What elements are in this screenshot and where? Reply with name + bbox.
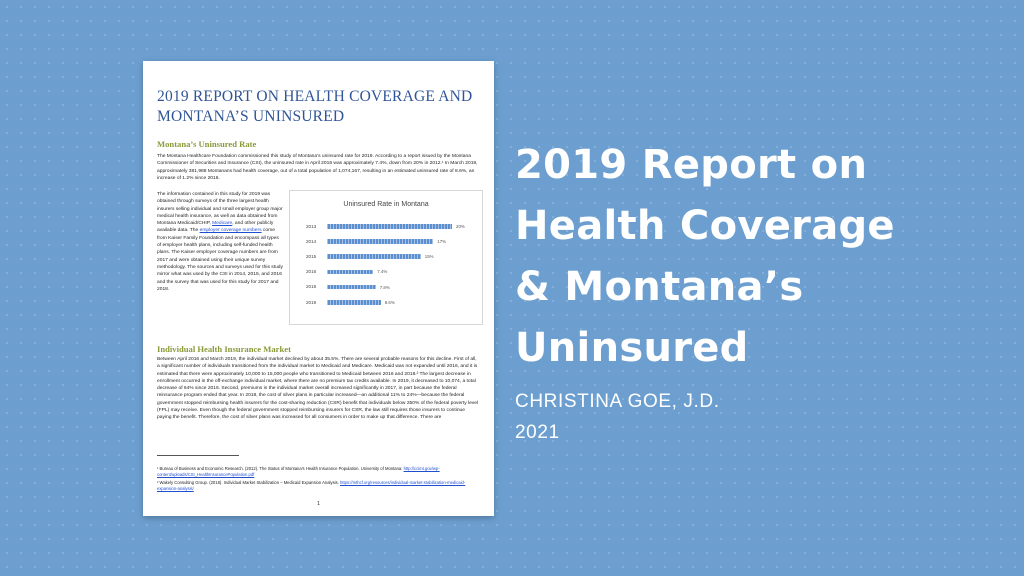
chart-year-label: 2019 — [306, 299, 317, 305]
chart-bar — [327, 270, 373, 275]
footnote-divider — [157, 455, 239, 456]
footnote-1-text: ¹ Bureau of Business and Economic Research. (2012). The Status of Montana’s Health Insurance Population. University of Montana: — [157, 466, 404, 471]
chart-bar — [327, 254, 421, 259]
chart-title: Uninsured Rate in Montana — [343, 201, 429, 208]
chart-year-label: 2018 — [306, 284, 317, 290]
medicare-link[interactable]: Medicare — [212, 221, 233, 227]
chart-bar — [327, 285, 376, 290]
document-title: 2019 REPORT ON HEALTH COVERAGE AND MONTANA’S UNINSURED — [157, 88, 473, 125]
chart-value-label: 20% — [456, 223, 465, 229]
chart-year-label: 2015 — [306, 253, 317, 259]
employer-coverage-link[interactable]: employer coverage numbers — [199, 228, 262, 234]
cover-author: CHRISTINA GOE, J.D. — [515, 391, 720, 412]
chart-year-label: 2014 — [306, 238, 317, 244]
methodology-text-c: come from Kaiser Family Foundation and encompass all types of employer health plans, including self-funded health plans. The Kaiser employer coverage numbers are from 2017 and were obtained using their unique survey methodology. The sources and surveys used for this study mirror what was used by the CSI in 2014, 2015, and 2016 and the survey that was used for this study for 2017 and 2018. — [157, 228, 283, 292]
document-page — [143, 61, 494, 516]
section-heading-uninsured-rate: Montana’s Uninsured Rate — [157, 139, 257, 149]
individual-market-paragraph: Between April 2016 and March 2019, the individual market declined by about 35.5%. There are several probable reasons for this decline. First of all, a significant number of individuals transitioned from the individual market to Medicaid and Medicare. Medicaid was not expanded until 2016, and it is estimated that there were approximately 10,000 to 15,000 people who transitioned to Medicaid between 2016 and 2018.² The largest decrease in enrollment occurred in the off-exchange individual market, where there are no premium tax credits available. In 2019, it decreased to 10,074, a total decrease of 64% since 2016. Second, premiums in the individual market overall increased significantly in 2017, in part because the federal reinsurance program ended that year. In 2018, the cost of silver plans in particular increased—an additional 11% to 24%—because the federal government stopped reimbursing health insurers for the cost-sharing reduction (CSR) benefit that individuals below 250% of the federal poverty level (FPL) may receive. Even though the federal government stopped reimbursing insurers for CSR, the law still requires those insurers to continue paying the benefit. Therefore, the cost of silver plans was increased for all consumers in order to make up that difference. There are — [157, 357, 479, 421]
methodology-text-b: , and other publicly available data. The — [157, 221, 274, 234]
chart-bar — [327, 300, 381, 305]
chart-bar — [327, 239, 433, 244]
footnote-1-link[interactable]: http://ccimt.gov/wp-content/uploads/CSI_HealthInsurancePopulation.pdf — [157, 466, 440, 477]
section-heading-individual-market: Individual Health Insurance Market — [157, 344, 291, 354]
footnote-2 — [157, 480, 482, 491]
intro-paragraph: The Montana Healthcare Foundation commissioned this study of Montana’s uninsured rate for 2019. According to a report issued by the Montana Commissioner of Securities and Insurance (CSI), the uninsured rate in April 2016 was approximately 7.4%, down from 20% in 2012.¹ In March 2019, approximately 381,988 Montanans had health coverage, out of a total population of 1,074,167, resulting in an estimated uninsured rate of 8.6%, an increase of 1.2% since 2016. — [157, 154, 478, 181]
footnote-2-text: ² Wakely Consulting Group. (2018). Individual Market Stabilization – Medicaid Expansion Analysis. — [157, 480, 341, 485]
uninsured-rate-chart — [289, 190, 483, 325]
footnote-2-link[interactable]: https://mthcf.org/resources/individual-market-stabilization-medicaid-expansion-analysis/ — [157, 480, 466, 491]
footnote-1 — [157, 466, 482, 477]
cover-title: 2019 Report on Health Coverage & Montana’s Uninsured — [515, 142, 895, 371]
chart-value-label: 7.4% — [377, 269, 388, 275]
chart-value-label: 17% — [437, 238, 447, 244]
chart-year-label: 2013 — [306, 223, 317, 229]
chart-value-label: 7.8% — [379, 284, 390, 290]
methodology-paragraph — [157, 191, 283, 293]
page-number: 1 — [317, 501, 320, 507]
chart-value-label: 15% — [424, 254, 434, 260]
methodology-text-a: The information contained in this study for 2019 was obtained through surveys of the three largest health insurers selling individual and small employer group major medical health insurance, as well as data obtained from Montana Medicaid/CHIP, — [157, 192, 283, 227]
chart-year-label: 2016 — [306, 269, 317, 275]
chart-value-label: 8.6% — [384, 299, 395, 305]
chart-bar — [327, 224, 452, 229]
cover-year: 2021 — [515, 422, 560, 443]
